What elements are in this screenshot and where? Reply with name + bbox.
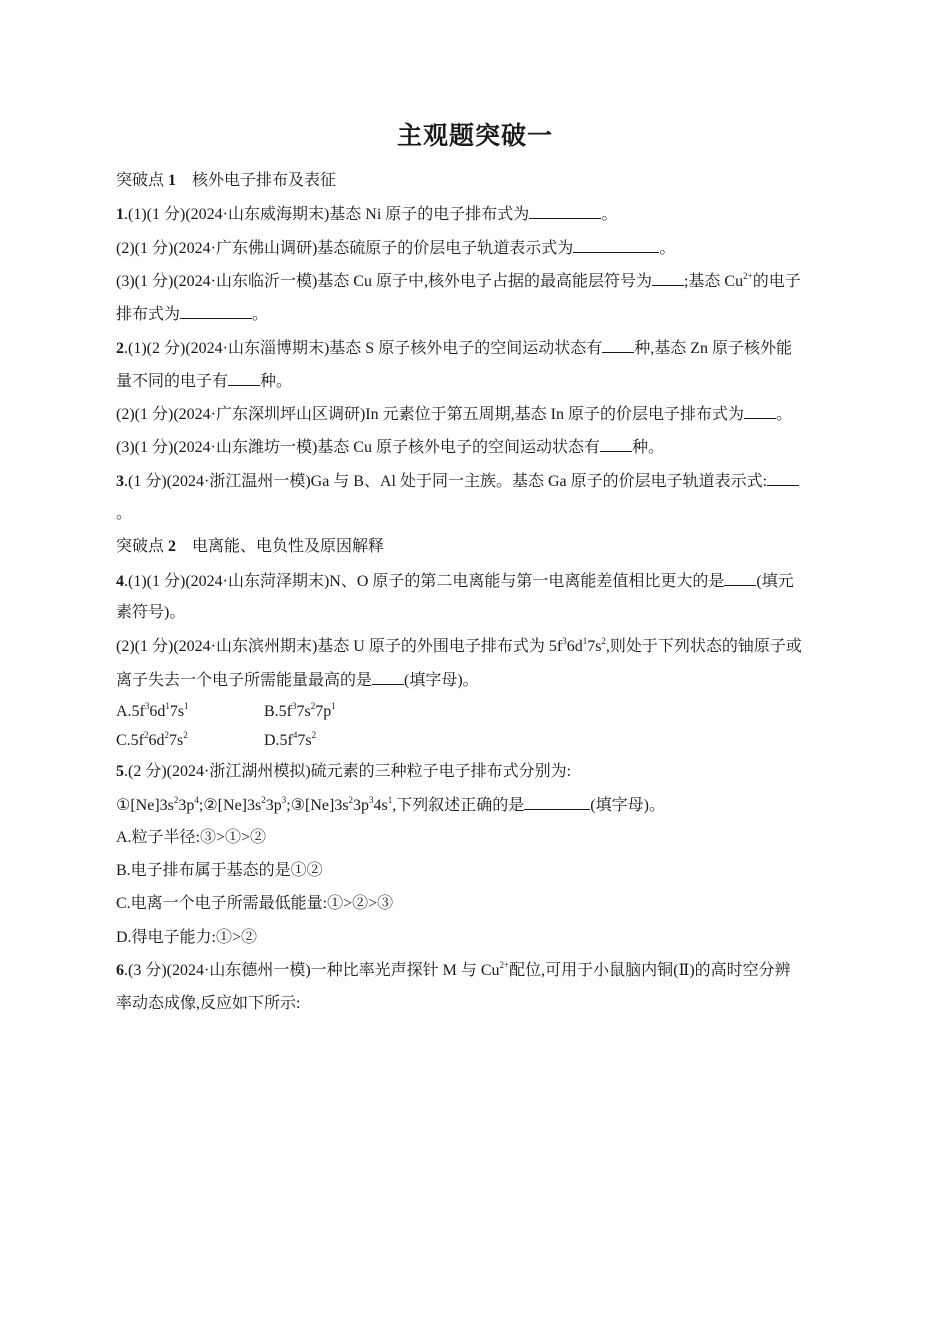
question-6: 6.(3 分)(2024·山东德州一模)一种比率光声探针 M 与 $Cu^{2+}$配位,可用于小鼠脑内铜(Ⅱ)的高时空分辨 (116, 959, 791, 979)
option-d[interactable]: $D.5f^47s^2$ (264, 729, 317, 749)
question-number: 4 (116, 573, 124, 590)
answer-blank[interactable] (652, 271, 684, 286)
section-title: 电离能、电负性及原因解释 (192, 538, 385, 555)
section-heading-2 (116, 537, 836, 557)
page-title: 主观题突破一 (396, 121, 553, 150)
question-5-configurations: $①[Ne]3s^23p^4;②[Ne]3s^23p^3;③[Ne]3s^23p^34s^1$,下列叙述正确的是 (填字母)。 (116, 794, 665, 814)
question-6-cont: 率动态成像,反应如下所示: (116, 995, 301, 1012)
section-label: 突破点 (116, 538, 165, 555)
question-4-options-row-2 (116, 731, 836, 751)
question-4-options-row-1 (116, 702, 836, 722)
section-label: 突破点 (116, 172, 165, 189)
question-2-part-2: (2)(1 分)(2024·广东深圳坪山区调研)In 元素位于第五周期,基态 In 原子的价层电子排布式为 。 (116, 406, 792, 423)
section-heading-1 (116, 171, 836, 191)
question-5: 5.(2 分)(2024·浙江湖州模拟)硫元素的三种粒子电子排布式分别为: (116, 763, 572, 780)
question-number: 2 (116, 340, 124, 357)
section-number: 1 (168, 172, 177, 189)
answer-blank[interactable] (529, 204, 601, 219)
question-4-part-2-cont: 离子失去一个电子所需能量最高的是 (填字母)。 (116, 672, 479, 689)
option-a[interactable]: $A.5f^36d^17s^1$ (116, 700, 189, 720)
question-1-part-2: (2)(1 分)(2024·广东佛山调研)基态硫原子的价层电子轨道表示式为 。 (116, 240, 676, 257)
answer-blank[interactable] (600, 437, 632, 452)
answer-blank[interactable] (228, 371, 260, 386)
question-1-part-1: 1.(1)(1 分)(2024·山东威海期末)基态 Ni 原子的电子排布式为 。 (116, 206, 618, 223)
answer-blank[interactable] (180, 304, 252, 319)
answer-blank[interactable] (744, 404, 776, 419)
answer-blank[interactable] (724, 571, 756, 586)
section-number: 2 (168, 538, 177, 555)
answer-blank[interactable] (573, 238, 659, 253)
question-number: 5 (116, 763, 124, 780)
question-2-part-1: 2.(1)(2 分)(2024·山东淄博期末)基态 S 原子核外电子的空间运动状态有 种,基态 Zn 原子核外能 (116, 340, 792, 357)
question-4-part-2: (2)(1 分)(2024·山东滨州期末)基态 U 原子的外围电子排布式为 $5f^36d^17s^2$,则处于下列状态的铀原子或 (116, 635, 802, 655)
question-4-part-1-cont: 素符号)。 (116, 604, 186, 621)
option-c[interactable]: $C.5f^26d^27s^2$ (116, 729, 188, 749)
answer-blank[interactable] (372, 670, 404, 685)
question-5-option-d[interactable]: D.得电子能力:①>② (116, 929, 258, 946)
question-2-part-3: (3)(1 分)(2024·山东潍坊一模)基态 Cu 原子核外电子的空间运动状态有 种。 (116, 439, 664, 456)
answer-blank[interactable] (602, 338, 634, 353)
question-1-part-3-cont: 排布式为 。 (116, 306, 269, 323)
section-title: 核外电子排布及表征 (192, 172, 337, 189)
question-3-cont: 。 (116, 505, 133, 522)
question-1-part-3: (3)(1 分)(2024·山东临沂一模)基态 Cu 原子中,核外电子占据的最高能层符号为 ;基态 $Cu^{2+}$的电子 (116, 270, 801, 290)
option-b[interactable]: $B.5f^37s^27p^1$ (264, 700, 336, 720)
question-2-part-1-cont: 量不同的电子有 种。 (116, 373, 293, 390)
question-number: 3 (116, 473, 124, 490)
question-5-option-a[interactable]: A.粒子半径:③>①>② (116, 829, 267, 846)
question-5-option-c[interactable]: C.电离一个电子所需最低能量:①>②>③ (116, 895, 394, 912)
answer-blank[interactable] (524, 795, 590, 810)
question-4-part-1: 4.(1)(1 分)(2024·山东菏泽期末)N、O 原子的第二电离能与第一电离能差值相比更大的是 (填元 (116, 573, 794, 590)
question-5-option-b[interactable]: B.电子排布属于基态的是①② (116, 862, 323, 879)
question-3: 3.(1 分)(2024·浙江温州一模)Ga 与 B、Al 处于同一主族。基态 Ga 原子的价层电子轨道表示式: (116, 471, 836, 492)
question-number: 1 (116, 206, 124, 223)
answer-blank[interactable] (767, 471, 799, 486)
question-number: 6 (116, 962, 124, 979)
